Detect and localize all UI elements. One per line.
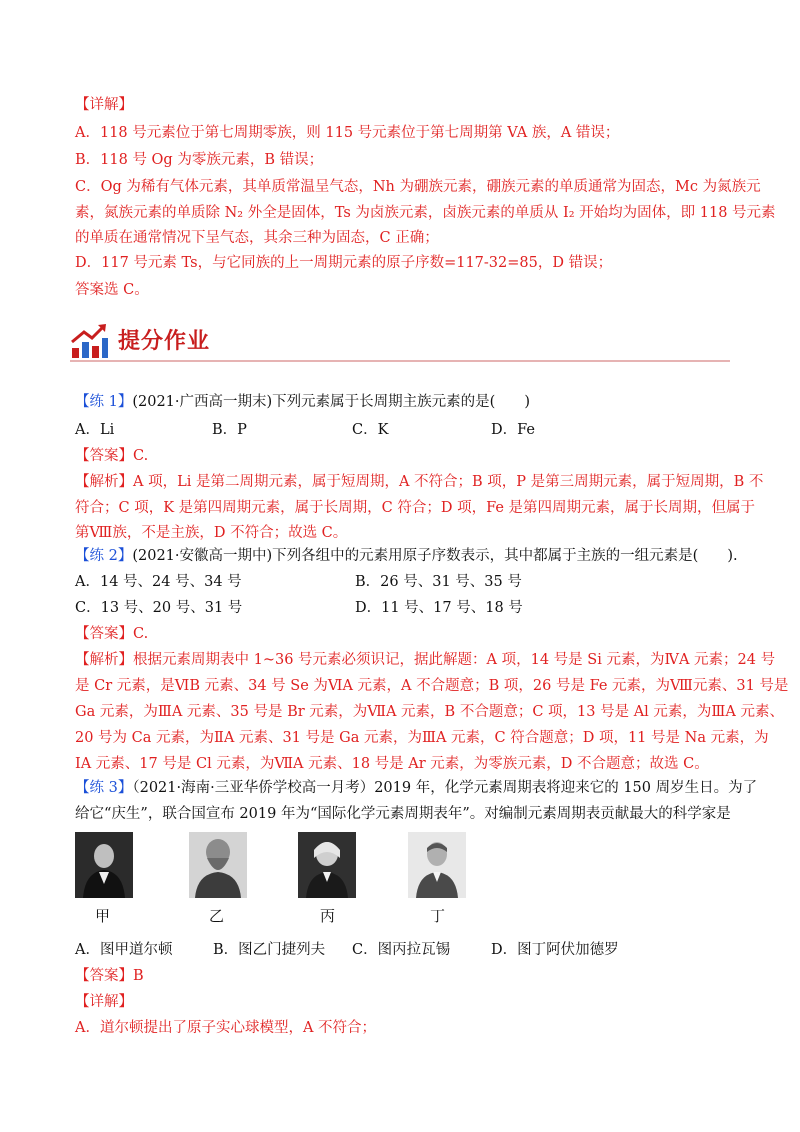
q1-option-b: B．P bbox=[212, 422, 247, 438]
q2-option-d: D．11 号、17 号、18 号 bbox=[355, 600, 523, 616]
q1-analysis-label: 【解析】 bbox=[75, 474, 133, 490]
q3-detail-label: 【详解】 bbox=[75, 994, 133, 1010]
growth-chart-icon bbox=[70, 322, 110, 360]
detail-line-3: C．Og 为稀有气体元素，其单质常温呈气态，Nh 为硼族元素，硼族元素的单质通常为固态，Mc 为氮族元 bbox=[75, 179, 761, 195]
q1-stem: (2021·广西高一期末)下列元素属于长周期主族元素的是( ) bbox=[132, 394, 530, 410]
q2-analysis-3: Ga 元素，为ⅢA 元素、35 号是 Br 元素，为ⅦA 元素，B 不合题意；C 项，13 号是 Al 元素，为ⅢA 元素、 bbox=[75, 704, 784, 720]
detail-line-1: A．118 号元素位于第七周期零族，则 115 号元素位于第七周期第 VA 族，A 错误； bbox=[75, 125, 620, 141]
q1-analysis-text-1: A 项，Li 是第二周期元素，属于短周期，A 不符合；B 项，P 是第三周期元素，属于短周期，B 不 bbox=[133, 474, 764, 490]
detail-line-2: B．118 号 Og 为零族元素，B 错误； bbox=[75, 152, 324, 168]
q2-analysis-4: 20 号为 Ca 元素，为ⅡA 元素、31 号是 Ga 元素，为ⅢA 元素，C 符合题意；D 项，11 号是 Na 元素，为 bbox=[75, 730, 769, 746]
section-divider bbox=[70, 360, 730, 362]
q2-analysis-label: 【解析】 bbox=[75, 652, 133, 668]
portrait-jia-image bbox=[75, 832, 133, 898]
q1-stem-row bbox=[75, 392, 530, 412]
section-title: 提分作业 bbox=[118, 329, 211, 354]
q1-analysis-3: 第Ⅷ族，不是主族，D 不符合；故选 C。 bbox=[75, 525, 348, 541]
q3-tag: 【练 3】 bbox=[75, 780, 133, 796]
q3-answer-label: 【答案】 bbox=[75, 968, 133, 984]
q1-option-c: C．K bbox=[352, 422, 389, 438]
q2-tag: 【练 2】 bbox=[75, 548, 133, 564]
q3-answer: B bbox=[133, 968, 144, 984]
portrait-bing-image bbox=[298, 832, 356, 898]
q2-answer: C. bbox=[133, 626, 149, 642]
detail-line-7: 答案选 C。 bbox=[75, 282, 149, 298]
q2-analysis-5: ⅠA 元素、17 号是 Cl 元素，为ⅦA 元素、18 号是 Ar 元素，为零族元素，D 不合题意；故选 C。 bbox=[75, 756, 709, 772]
q1-analysis-1 bbox=[75, 472, 763, 492]
q3-answer-row bbox=[75, 966, 144, 986]
q2-option-a: A．14 号、24 号、34 号 bbox=[75, 574, 242, 590]
caption-ding: 丁 bbox=[430, 907, 446, 925]
q1-analysis-2: 符合；C 项，K 是第四周期元素，属于长周期，C 符合；D 项，Fe 是第四周期元素，属于长周期，但属于 bbox=[75, 500, 756, 516]
q1-answer-row bbox=[75, 446, 148, 466]
detail-heading: 【详解】 bbox=[75, 97, 133, 113]
q3-stem-1: （2021·海南·三亚华侨学校高一月考）2019 年，化学元素周期表将迎来它的 150 周岁生日。为了 bbox=[132, 780, 758, 796]
caption-yi: 乙 bbox=[209, 907, 225, 925]
q3-stem-row-2: 给它“庆生”，联合国宣布 2019 年为“国际化学元素周期表年”。对编制元素周期表贡献最大的科学家是 bbox=[75, 806, 731, 822]
q1-answer: C. bbox=[133, 448, 149, 464]
detail-line-5: 的单质在通常情况下呈气态，其余三种为固态，C 正确； bbox=[75, 230, 439, 246]
q3-option-c: C．图丙拉瓦锡 bbox=[352, 942, 451, 958]
q2-stem: (2021·安徽高一期中)下列各组中的元素用原子序数表示，其中都属于主族的一组元素是( ). bbox=[132, 548, 738, 564]
q2-analysis-2: 是 Cr 元素，是ⅥB 元素、34 号 Se 为ⅥA 元素，A 不合题意；B 项，26 号是 Fe 元素，为Ⅷ元素、31 号是 bbox=[75, 678, 789, 694]
portrait-yi-image bbox=[189, 832, 247, 898]
portrait-ding-image bbox=[408, 832, 466, 898]
q3-detail-a: A．道尔顿提出了原子实心球模型，A 不符合； bbox=[75, 1020, 377, 1036]
q1-option-a: A．Li bbox=[75, 422, 115, 438]
detail-line-4: 素，氮族元素的单质除 N₂ 外全是固体，Ts 为卤族元素，卤族元素的单质从 I₂ 开始均为固体，即 118 号元素 bbox=[75, 205, 776, 221]
q1-answer-label: 【答案】 bbox=[75, 448, 133, 464]
q2-option-b: B．26 号、31 号、35 号 bbox=[355, 574, 522, 590]
q2-answer-label: 【答案】 bbox=[75, 626, 133, 642]
caption-bing: 丙 bbox=[320, 907, 336, 925]
caption-jia: 甲 bbox=[95, 907, 111, 925]
q2-stem-row bbox=[75, 546, 738, 566]
q3-option-b: B．图乙门捷列夫 bbox=[213, 942, 326, 958]
q2-answer-row bbox=[75, 624, 148, 644]
q2-analysis-text-1: 根据元素周期表中 1~36 号元素必须识记，据此解题：A 项，14 号是 Si 元素，为ⅣA 元素；24 号 bbox=[133, 652, 776, 668]
detail-line-6: D．117 号元素 Ts，与它同族的上一周期元素的原子序数=117-32=85，D 错误； bbox=[75, 255, 613, 271]
q3-stem-row-1 bbox=[75, 778, 757, 798]
q3-option-a: A．图甲道尔顿 bbox=[75, 942, 173, 958]
q2-analysis-1 bbox=[75, 650, 775, 670]
q1-option-d: D．Fe bbox=[491, 422, 535, 438]
q3-option-d: D．图丁阿伏加德罗 bbox=[491, 942, 619, 958]
q1-tag: 【练 1】 bbox=[75, 394, 133, 410]
q2-option-c: C．13 号、20 号、31 号 bbox=[75, 600, 243, 616]
